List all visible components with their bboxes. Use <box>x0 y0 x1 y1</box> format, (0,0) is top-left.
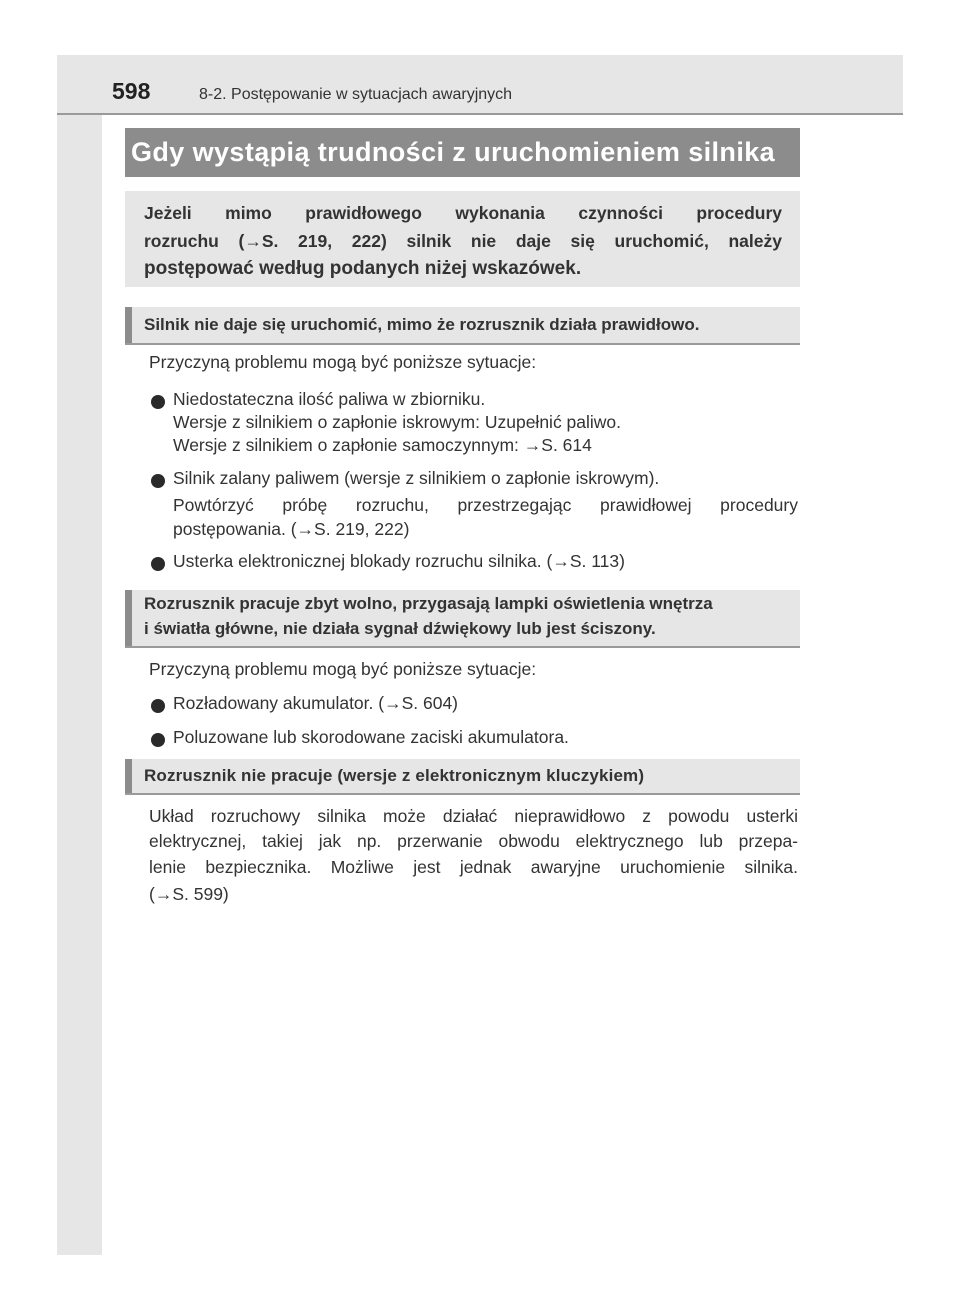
intro-line: postępować według podanych niżej wskazówek. <box>144 258 582 279</box>
side-band <box>57 55 102 1255</box>
section-lead: Przyczyną problemu mogą być poniższe sytuacje: <box>149 659 537 679</box>
list-item-sub: postępowania. (→S. 219, 222) <box>173 519 410 539</box>
list-item-sub: Wersje z silnikiem o zapłonie iskrowym: Uzupełnić paliwo. <box>173 412 622 432</box>
paragraph-line: lenie bezpiecznika. Możliwe jest jednak awaryjne uruchomienie silnika. <box>149 857 798 877</box>
bullet-icon <box>151 699 165 713</box>
page-header <box>57 55 903 115</box>
section-heading-3 <box>125 759 800 795</box>
header-divider <box>57 113 903 115</box>
bullet-icon <box>151 733 165 747</box>
list-item-sub: Powtórzyć próbę rozruchu, przestrzegając prawidłowej procedury <box>173 495 798 515</box>
paragraph-line: Układ rozruchowy silnika może działać nieprawidłowo z powodu usterki <box>149 806 798 826</box>
paragraph-line: (→S. 599) <box>149 884 229 904</box>
list-item: Usterka elektronicznej blokady rozruchu silnika. (→S. 113) <box>173 551 625 571</box>
heading-accent-bar <box>125 759 132 793</box>
list-item-sub: Wersje z silnikiem o zapłonie samoczynnym: →S. 614 <box>173 435 592 455</box>
intro-text <box>144 199 782 283</box>
section-heading-text: i światła główne, nie działa sygnał dźwiękowy lub jest ściszony. <box>144 619 656 638</box>
list-item: Silnik zalany paliwem (wersje z silnikiem o zapłonie iskrowym). <box>173 468 660 488</box>
section-heading-text: Rozrusznik pracuje zbyt wolno, przygasają lampki oświetlenia wnętrza <box>144 594 713 613</box>
list-item: Rozładowany akumulator. (→S. 604) <box>173 693 458 713</box>
bullet-icon <box>151 557 165 571</box>
list-item: Poluzowane lub skorodowane zaciski akumulatora. <box>173 727 569 747</box>
section-heading-text: Silnik nie daje się uruchomić, mimo że rozrusznik działa prawidłowo. <box>144 315 700 334</box>
page-title: Gdy wystąpią trudności z uruchomieniem silnika <box>131 137 776 167</box>
heading-accent-bar <box>125 590 132 646</box>
page-number: 598 <box>112 78 151 104</box>
section-lead: Przyczyną problemu mogą być poniższe sytuacje: <box>149 352 537 372</box>
intro-line: rozruchu (→S. 219, 222) silnik nie daje się uruchomić, należy <box>144 231 782 251</box>
section-heading-2 <box>125 590 800 648</box>
bullet-icon <box>151 474 165 488</box>
heading-accent-bar <box>125 307 132 343</box>
section-heading-1 <box>125 307 800 345</box>
section-path: 8-2. Postępowanie w sytuacjach awaryjnych <box>199 86 513 103</box>
intro-line: Jeżeli mimo prawidłowego wykonania czynności procedury <box>144 203 782 223</box>
bullet-icon <box>151 395 165 409</box>
list-item: Niedostateczna ilość paliwa w zbiorniku. <box>173 389 486 409</box>
paragraph-line: elektrycznej, takiej jak np. przerwanie obwodu elektrycznego lub przepa- <box>149 831 798 851</box>
section-heading-text: Rozrusznik nie pracuje (wersje z elektronicznym kluczykiem) <box>144 766 645 785</box>
